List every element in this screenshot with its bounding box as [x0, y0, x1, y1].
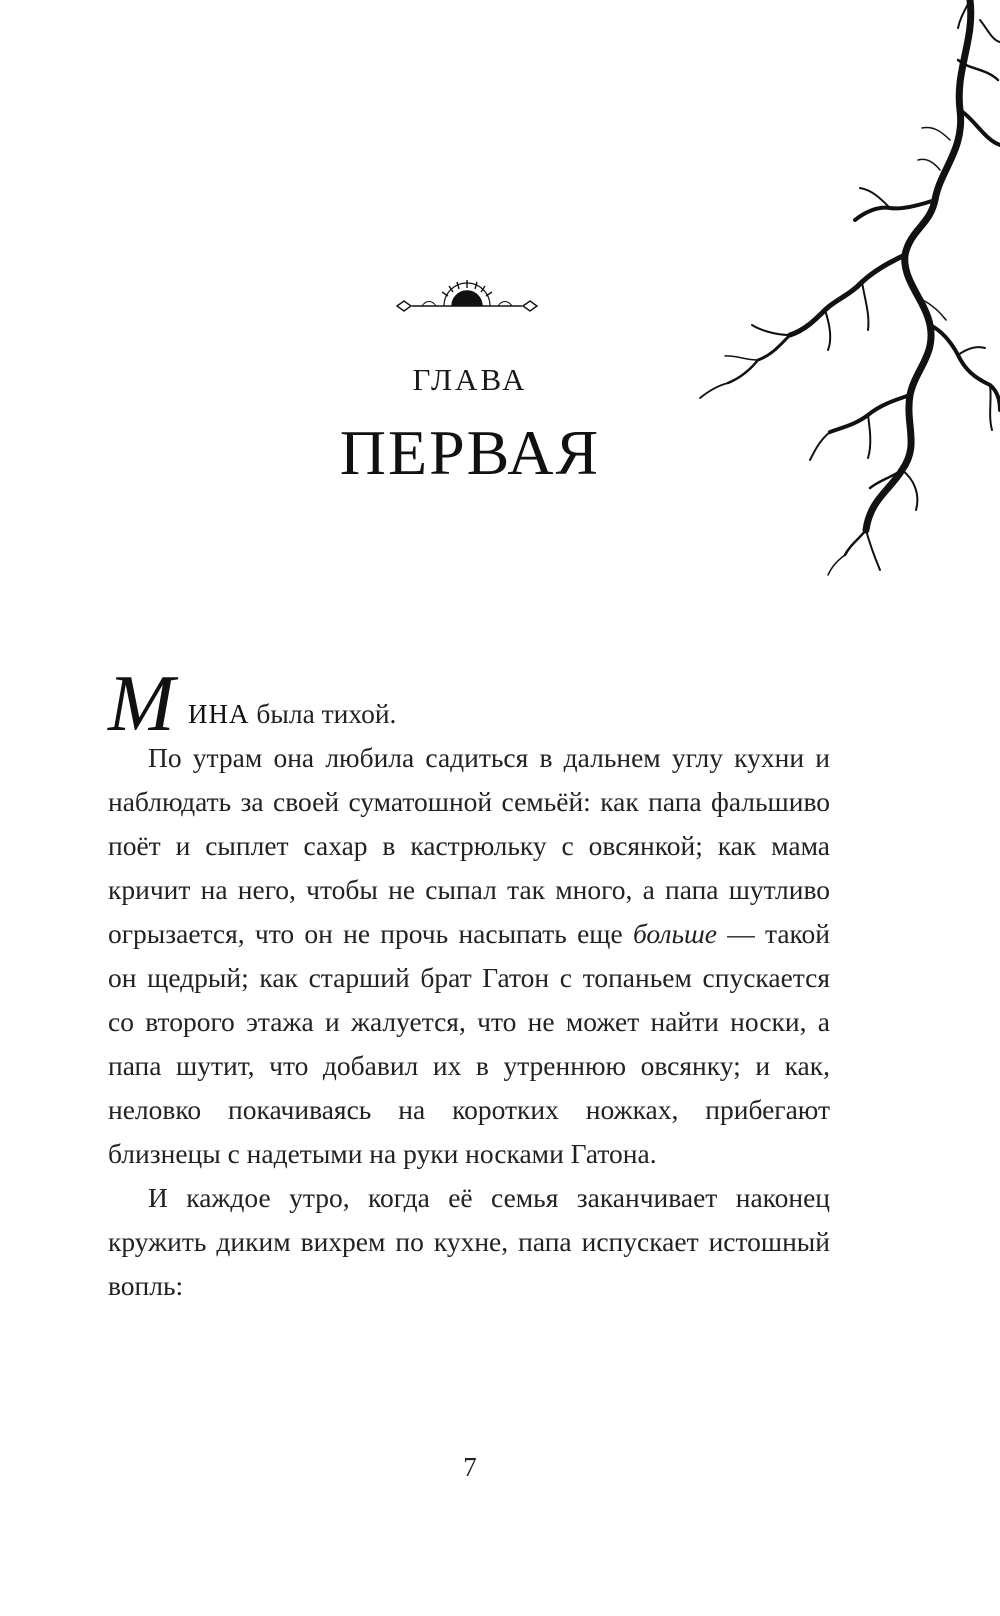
paragraph: [108, 736, 830, 1176]
opening-line: [108, 660, 830, 748]
sunrise-ornament-icon: [392, 276, 542, 326]
chapter-label: ГЛАВА: [412, 362, 528, 397]
opening-rest: была тихой.: [249, 698, 397, 729]
chapter-title: ПЕРВАЯ: [339, 417, 601, 488]
paragraph-text-after: — такой он щедрый; как старший брат Гатон с топаньем спускается со второго этажа и жалуется, что не может найти носки, а папа шутит, что добавил их в утреннюю овсянку; и как, неловко покачиваясь на коротких ножках, прибегают близнецы с надетыми на руки носками Гатона.: [108, 918, 830, 1169]
body-text: [108, 660, 830, 1308]
opening-sentence: [188, 692, 396, 736]
emphasis-word: больше: [632, 918, 717, 949]
paragraph: И каждое утро, когда её семья заканчивает наконец кружить диким вихрем по кухне, папа испускает истошный вопль:: [108, 1182, 830, 1301]
paragraph-text-before: По утрам она любила садиться в дальнем углу кухни и наблюдать за своей суматошной семьёй: как папа фальшиво поёт и сыплет сахар в кастрюльку с овсянкой; как мама кричит на него, чтобы не сыпал так много, а папа шутливо огрызается, что он не прочь насыпать еще: [108, 742, 830, 949]
opening-smallcaps: ИНА: [188, 699, 250, 729]
drop-cap: М: [108, 660, 175, 748]
lightning-branch-icon: [640, 0, 1000, 600]
page-number: 7: [463, 1452, 477, 1482]
